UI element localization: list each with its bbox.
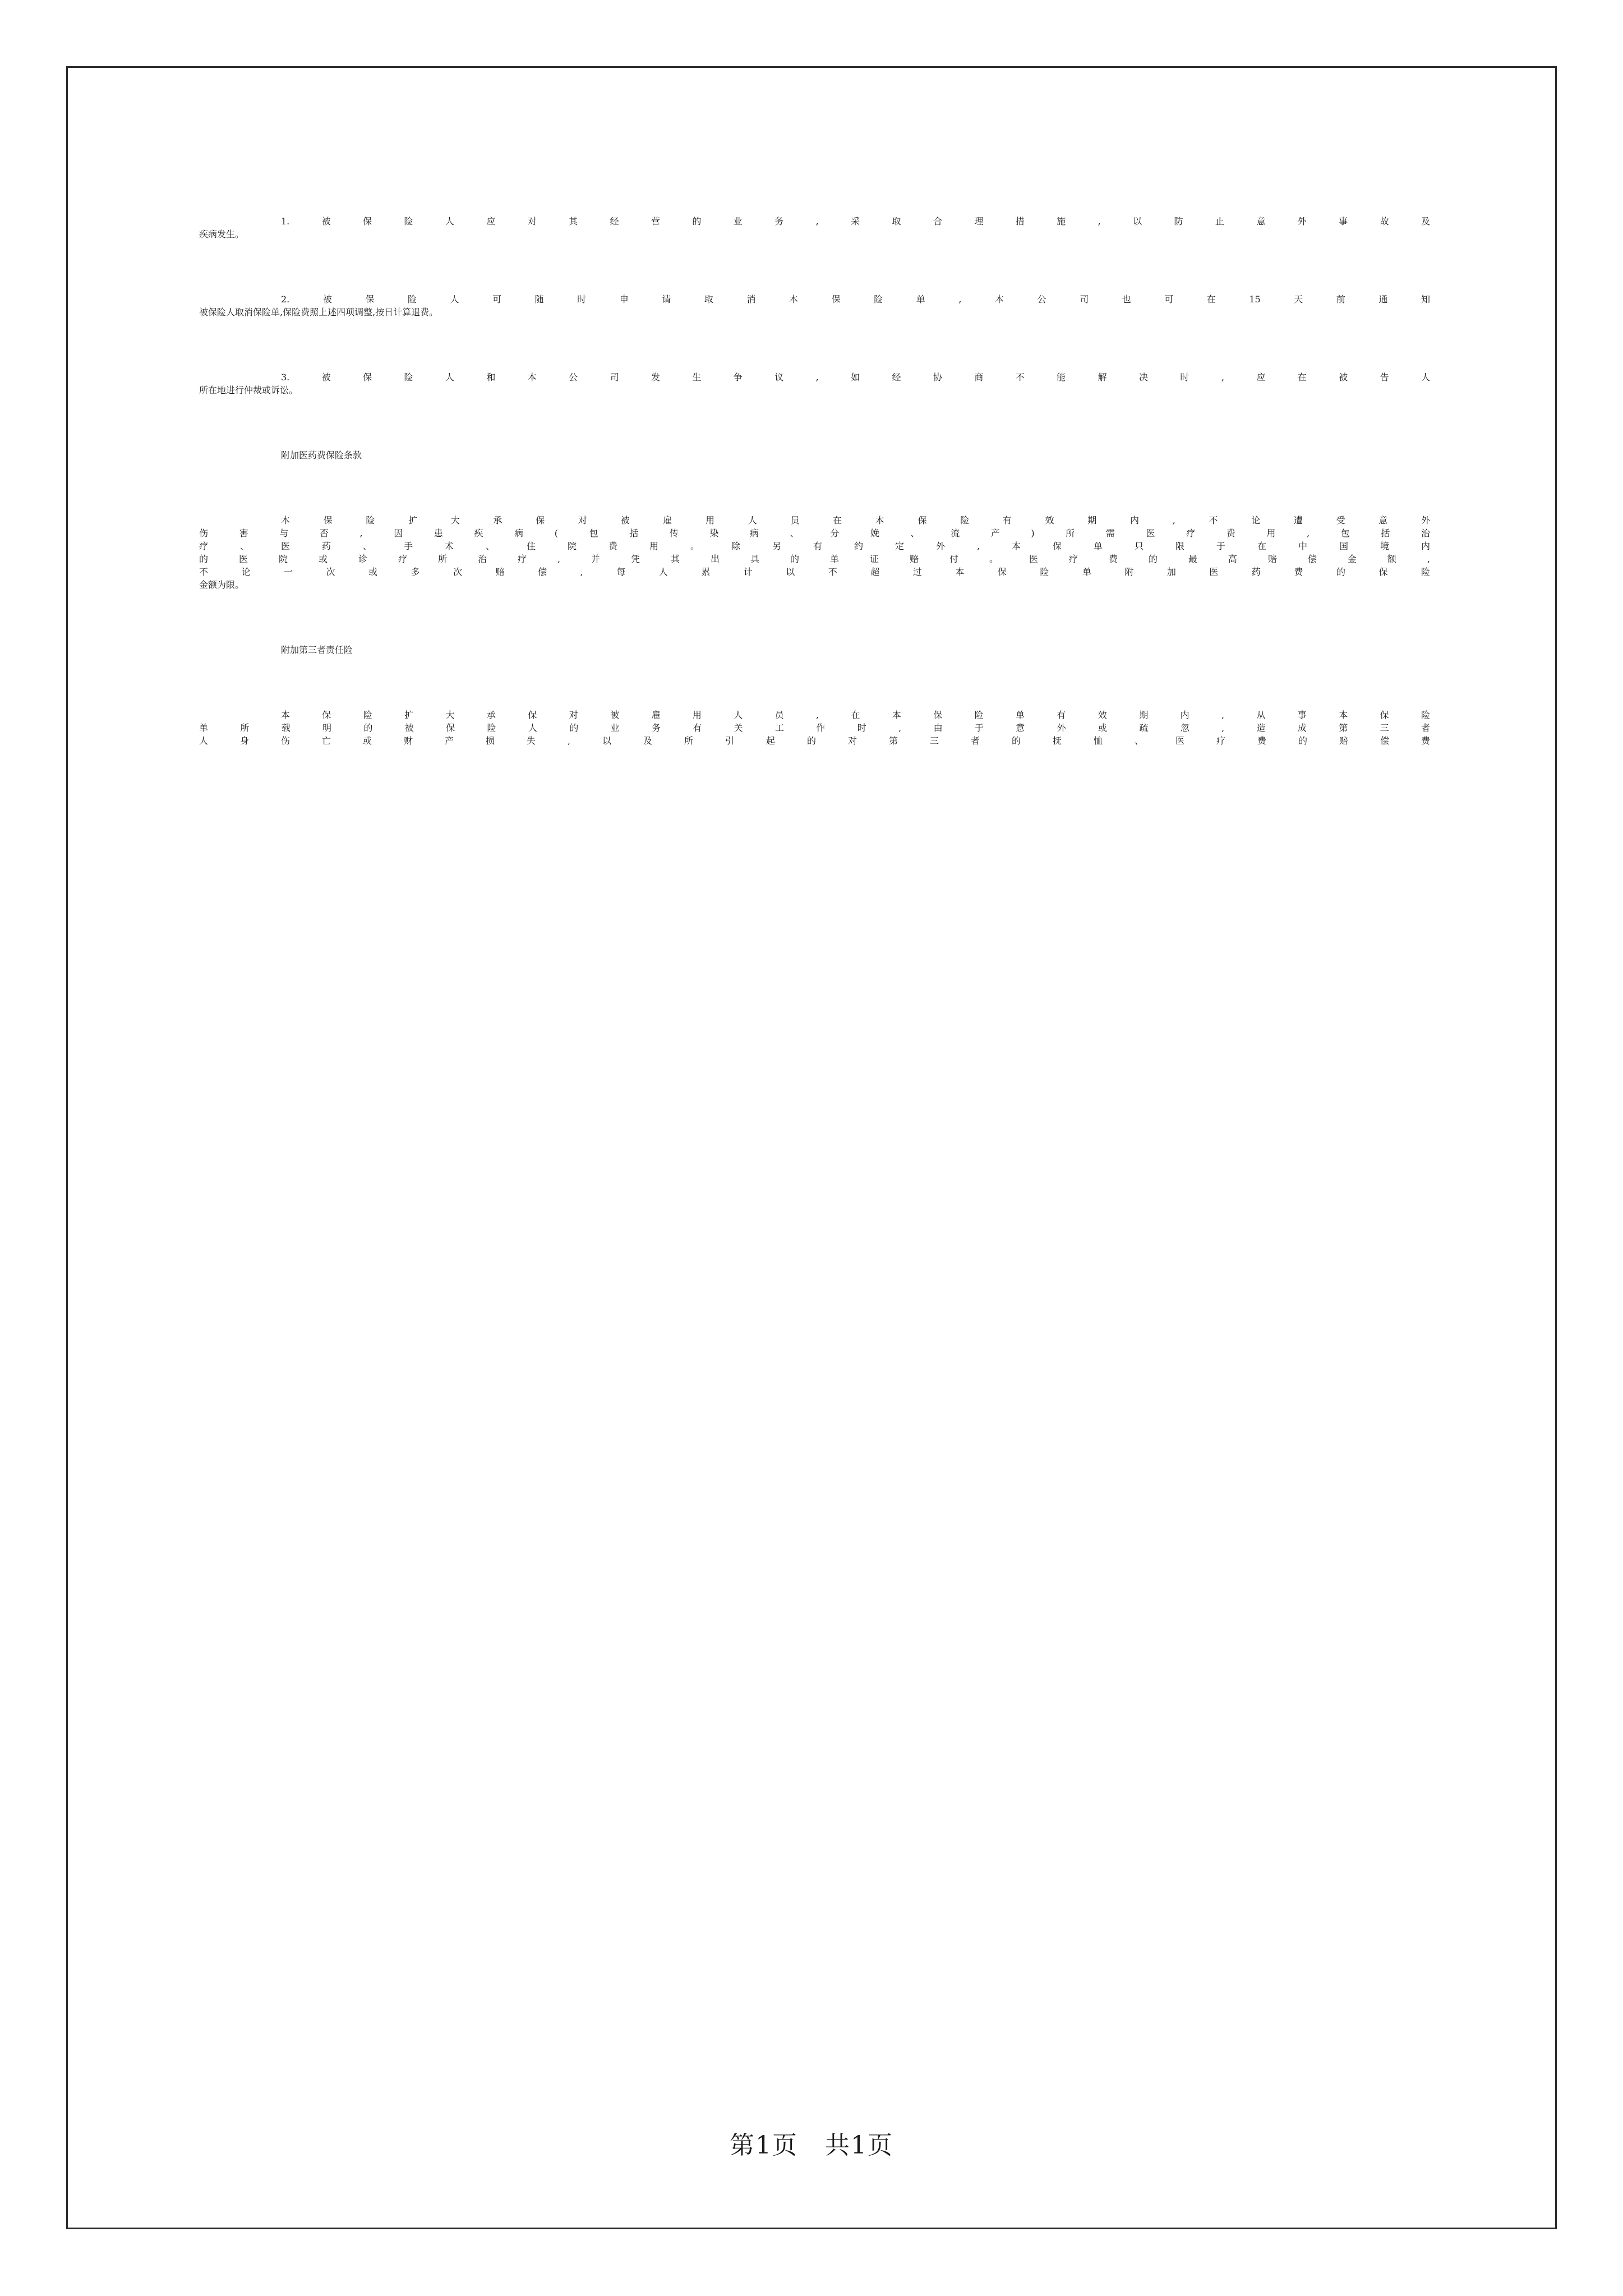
paragraph-1 — [199, 214, 1430, 240]
paragraph-line: 被保险人取消保险单,保险费照上述四项调整,按日计算退费。 — [199, 307, 439, 318]
paragraph-line: 疗、医药、手术、住院费用。除另有约定外,本保单只限于在中国境内 — [199, 541, 1430, 551]
paragraph-line: 所在地进行仲裁或诉讼。 — [199, 385, 298, 395]
paragraph-medical-terms — [199, 513, 1430, 591]
page-number-total: 共1页 — [825, 2131, 893, 2160]
paragraph-line: 伤害与否,因患疾病(包括传染病、分娩、流产)所需医疗费用,包括治 — [199, 528, 1430, 539]
page-footer — [0, 2125, 1623, 2161]
section-heading: 附加医药费保险条款 — [281, 450, 362, 461]
paragraph-3 — [199, 370, 1430, 396]
section-heading-medical — [199, 448, 1430, 461]
page-number-current: 第1页 — [730, 2131, 798, 2160]
paragraph-third-party-terms — [199, 708, 1430, 747]
section-heading: 附加第三者责任险 — [281, 645, 353, 655]
paragraph-line: 不论一次或多次赔偿,每人累计以不超过本保险单附加医药费的保险 — [199, 567, 1430, 577]
paragraph-line: 疾病发生。 — [199, 229, 245, 240]
paragraph-line: 3.被保险人和本公司发生争议,如经协商不能解决时,应在被告人 — [281, 372, 1430, 383]
paragraph-line: 金额为限。 — [199, 579, 245, 590]
paragraph-line: 的医院或诊疗所治疗,并凭其出具的单证赔付。医疗费的最高赔偿金额, — [199, 554, 1430, 564]
paragraph-line: 2.被保险人可随时申请取消本保险单,本公司也可在15天前通知 — [281, 294, 1430, 305]
section-heading-third-party — [199, 643, 1430, 656]
paragraph-line: 人身伤亡或财产损失,以及所引起的对第三者的抚恤、医疗费的赔偿费 — [199, 735, 1430, 746]
document-body — [199, 214, 1430, 747]
paragraph-2 — [199, 292, 1430, 318]
paragraph-line: 单所载明的被保险人的业务有关工作时,由于意外或疏忽,造成第三者 — [199, 723, 1430, 733]
paragraph-line: 1.被保险人应对其经营的业务,采取合理措施,以防止意外事故及 — [281, 216, 1430, 227]
paragraph-line: 本保险扩大承保对被雇用人员在本保险有效期内,不论遭受意外 — [281, 515, 1430, 526]
paragraph-line: 本保险扩大承保对被雇用人员,在本保险单有效期内,从事本保险 — [281, 710, 1430, 720]
